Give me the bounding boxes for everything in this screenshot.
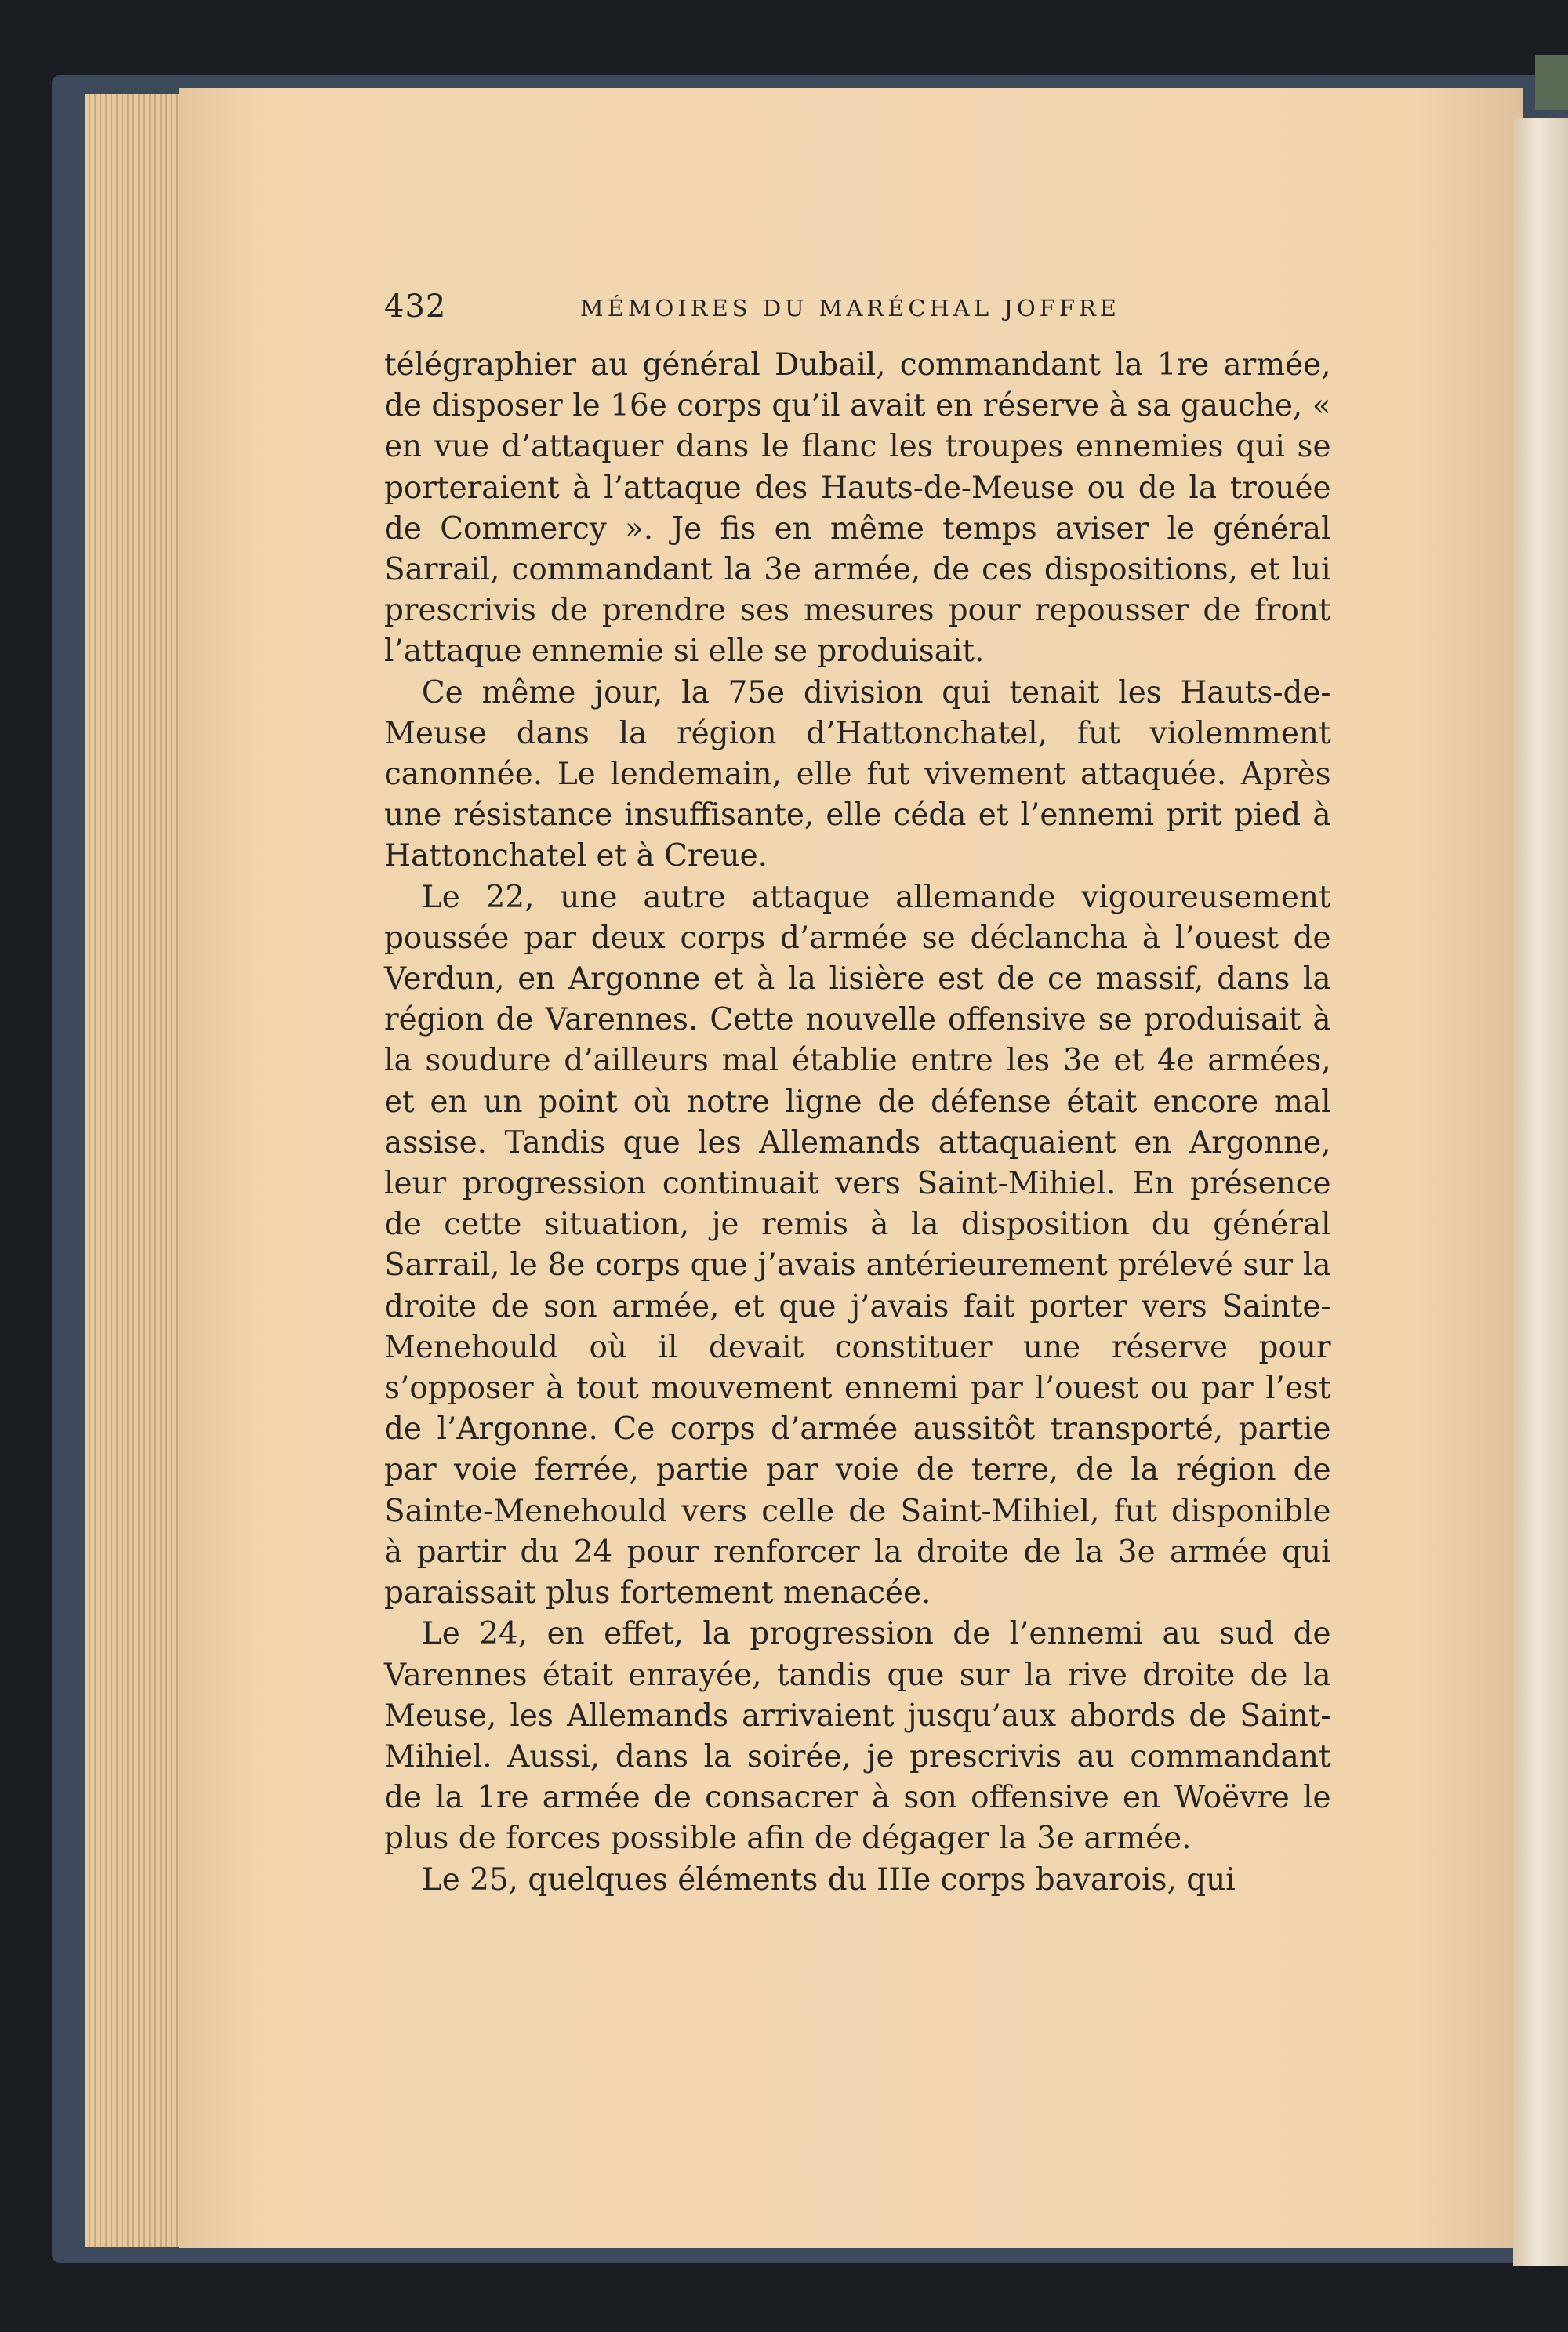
spine-ribbon: [1535, 55, 1568, 110]
book-title: MÉMOIRES DU MARÉCHAL JOFFRE: [580, 295, 1120, 321]
facing-page-edge: [1513, 118, 1568, 2266]
paragraph: Le 22, une autre attaque allemande vigoureusement poussée par deux corps d’armée se déclancha à l’ouest de Verdun, en Argonne et à la lisière est de ce massif, dans la région de Varennes. Cette nouvelle offensive se produisait à la soudure d’ailleurs mal établie entre les 3e et 4e armées, et en un point où notre ligne de défense était encore mal assise. Tandis que les Allemands attaquaient en Argonne, leur progression continuait vers Saint-Mihiel. En présence de cette situation, je remis à la disposition du général Sarrail, le 8e corps que j’avais antérieurement prélevé sur la droite de son armée, et que j’avais fait porter vers Sainte-Menehould où il devait constituer une réserve pour s’opposer à tout mouvement ennemi par l’ouest ou par l’est de l’Argonne. Ce corps d’armée aussitôt transporté, partie par voie ferrée, partie par voie de terre, de la région de Sainte-Menehould vers celle de Saint-Mihiel, fut disponible à partir du 24 pour renforcer la droite de la 3e armée qui paraissait plus fortement menacée.: [384, 879, 1331, 1611]
paragraph: Ce même jour, la 75e division qui tenait les Hauts-de-Meuse dans la région d’Hattonchatel, fut violemment canonnée. Le lendemain, elle fut vivement attaquée. Après une résistance insuffisante, elle céda et l’ennemi prit pied à Hattonchatel et à Creue.: [384, 674, 1331, 874]
page-edges: [85, 94, 187, 2247]
page-number: 432: [384, 289, 447, 325]
running-head: [384, 289, 1446, 336]
paragraph: Le 25, quelques éléments du IIIe corps bavarois, qui: [421, 1862, 1236, 1898]
text-body: [384, 345, 1331, 1901]
paragraph: télégraphier au général Dubail, commandant la 1re armée, de disposer le 16e corps qu’il avait en réserve à sa gauche, « en vue d’attaquer dans le flanc les troupes ennemies qui se porteraient à l’attaque des Hauts-de-Meuse ou de la trouée de Commercy ». Je fis en même temps aviser le général Sarrail, commandant la 3e armée, de ces dispositions, et lui prescrivis de prendre ses mesures pour repousser de front l’attaque ennemie si elle se produisait.: [384, 347, 1331, 670]
paragraph: Le 24, en effet, la progression de l’ennemi au sud de Varennes était enrayée, tandis que sur la rive droite de la Meuse, les Allemands arrivaient jusqu’aux abords de Saint-Mihiel. Aussi, dans la soirée, je prescrivis au commandant de la 1re armée de consacrer à son offensive en Woëvre le plus de forces possible afin de dégager la 3e armée.: [384, 1616, 1331, 1857]
